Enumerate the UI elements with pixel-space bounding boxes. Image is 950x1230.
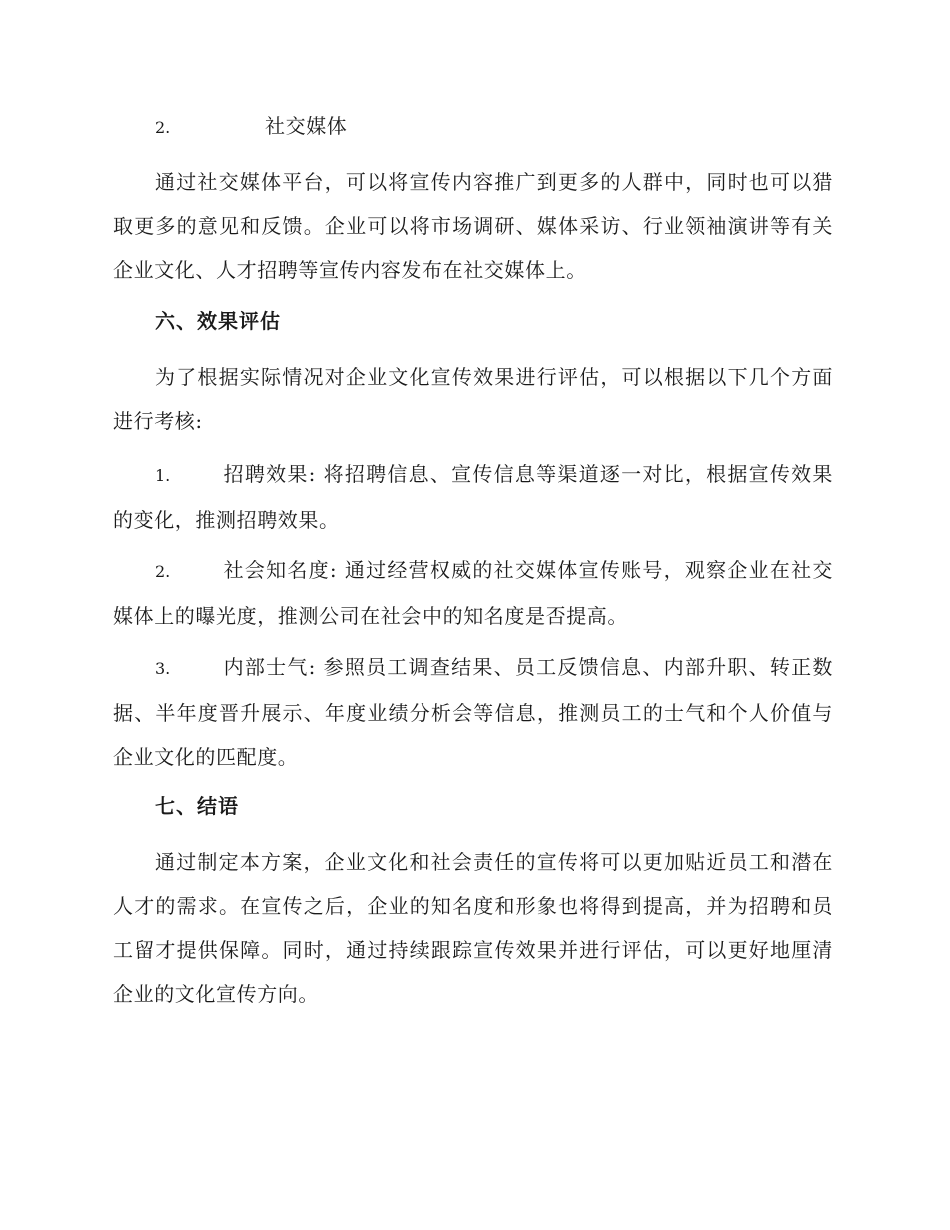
paragraph-evaluation-intro: 为了根据实际情况对企业文化宣传效果进行评估，可以根据以下几个方面进行考核: (113, 365, 833, 433)
list-item-internal-morale (113, 645, 833, 779)
list-item-social-awareness (113, 548, 833, 638)
list-number: 2. (155, 118, 171, 137)
list-number: 1. (155, 466, 171, 485)
paragraph-conclusion: 通过制定本方案，企业文化和社会责任的宣传将可以更加贴近员工和潜在人才的需求。在宣传之后，企业的知名度和形象也将得到提高，并为招聘和员工留才提供保障。同时，通过持续跟踪宣传效果并进行评估，可以更好地厘清企业的文化宣传方向。 (113, 850, 833, 1006)
list-item-text: 社会知名度: 通过经营权威的社交媒体宣传账号，观察企业在社交媒体上的曝光度，推测公司在社会中的知名度是否提高。 (113, 558, 833, 628)
section-heading-evaluation: 六、效果评估 (155, 309, 281, 333)
list-number: 3. (155, 659, 171, 678)
list-number: 2. (155, 562, 171, 581)
paragraph-social-media: 通过社交媒体平台，可以将宣传内容推广到更多的人群中，同时也可以猎取更多的意见和反馈。企业可以将市场调研、媒体采访、行业领袖演讲等有关企业文化、人才招聘等宣传内容发布在社交媒体上。 (113, 170, 833, 282)
list-item-text: 招聘效果: 将招聘信息、宣传信息等渠道逐一对比，根据宣传效果的变化，推测招聘效果。 (113, 462, 833, 532)
section-heading-conclusion: 七、结语 (155, 794, 239, 818)
list-item-recruitment-effect (113, 452, 833, 542)
list-item-social-media (113, 104, 833, 150)
list-item-title: 社交媒体 (265, 114, 348, 138)
list-item-text: 内部士气: 参照员工调查结果、员工反馈信息、内部升职、转正数据、半年度晋升展示、年度业绩分析会等信息，推测员工的士气和个人价值与企业文化的匹配度。 (113, 655, 833, 769)
